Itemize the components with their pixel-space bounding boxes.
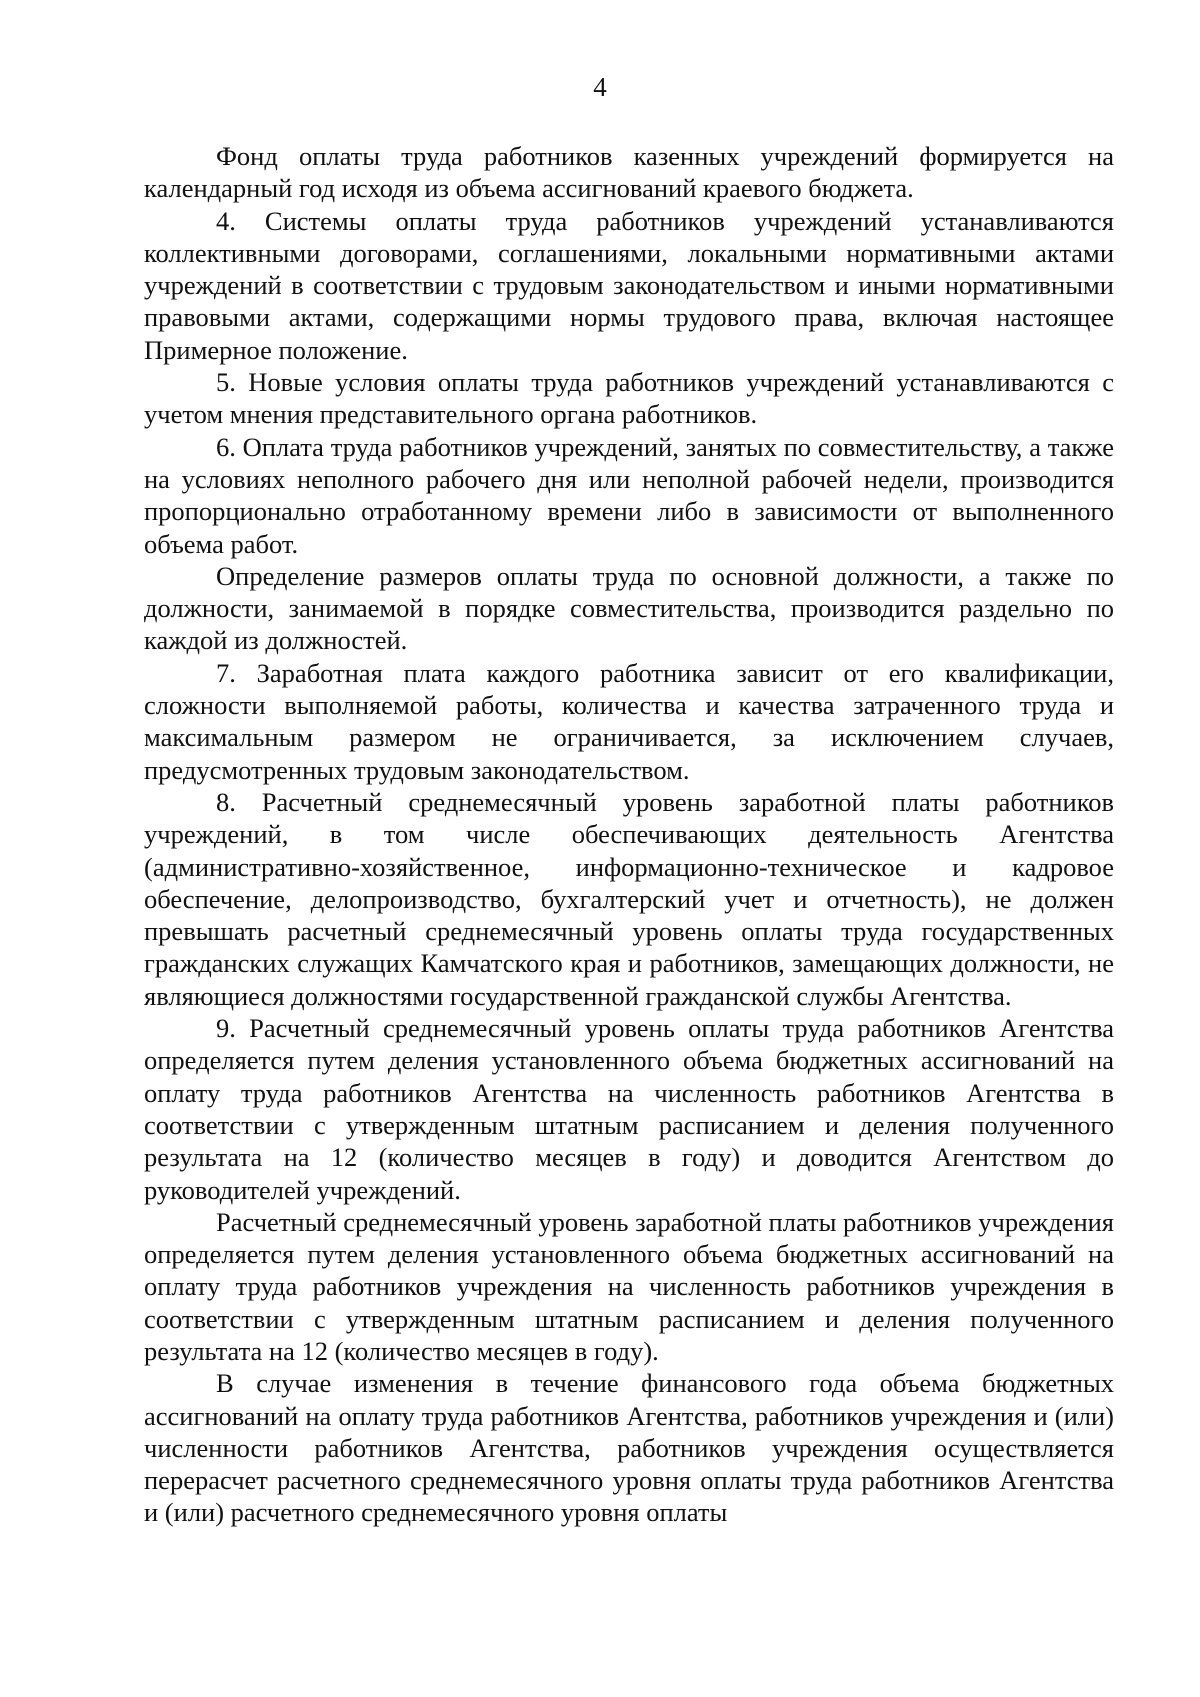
paragraph-9-change: В случае изменения в течение финансового года объема бюджетных ассигнований на оплату труда работников Агентства, работников учреждения и (или) численности работников Агентства, работников учреждения осуществляется перерасчет расчетного среднемесячного уровня оплаты труда работников Агентства и (или) расчетного среднемесячного уровня оплаты — [144, 1368, 1114, 1528]
page-number: 4 — [593, 72, 607, 102]
paragraph-9: 9. Расчетный среднемесячный уровень оплаты труда работников Агентства определяется путем деления установленного объема бюджетных ассигнований на оплату труда работников Агентства на численность работников Агентства в соответствии с утвержденным штатным расписанием и деления полученного результата на 12 (количество месяцев в году) и доводится Агентством до руководителей учреждений. — [144, 1013, 1114, 1205]
paragraph-5: 5. Новые условия оплаты труда работников учреждений устанавливаются с учетом мнения представительного органа работников. — [144, 367, 1114, 430]
paragraph-8: 8. Расчетный среднемесячный уровень заработной платы работников учреждений, в том числе обеспечивающих деятельность Агентства (административно-хозяйственное, информационно-техническое и кадровое обеспечение, делопроизводство, бухгалтерский учет и отчетность), не должен превышать расчетный среднемесячный уровень оплаты труда государственных гражданских служащих Камчатского края и работников, замещающих должности, не являющиеся должностями государственной гражданской службы Агентства. — [144, 786, 1114, 1011]
paragraph-9-continued: Расчетный среднемесячный уровень заработной платы работников учреждения определяется путем деления установленного объема бюджетных ассигнований на оплату труда работников учреждения на численность работников учреждения в соответствии с утвержденным штатным расписанием и деления полученного результата на 12 (количество месяцев в году). — [144, 1206, 1114, 1366]
paragraph-6-continued: Определение размеров оплаты труда по основной должности, а также по должности, занимаемой в порядке совместительства, производится раздельно по каждой из должностей. — [144, 560, 1114, 656]
paragraph-4: 4. Системы оплаты труда работников учреждений устанавливаются коллективными договорами, соглашениями, локальными нормативными актами учреждений в соответствии с трудовым законодательством и иными нормативными правовыми актами, содержащими нормы трудового права, включая настоящее Примерное положение. — [144, 205, 1114, 365]
paragraph-fund: Фонд оплаты труда работников казенных учреждений формируется на календарный год исходя из объема ассигнований краевого бюджета. — [144, 141, 1114, 204]
document-body — [144, 140, 1114, 1529]
paragraph-6: 6. Оплата труда работников учреждений, занятых по совместительству, а также на условиях неполного рабочего дня или неполной рабочей недели, производится пропорционально отработанному времени либо в зависимости от выполненного объема работ. — [144, 431, 1114, 559]
paragraph-7: 7. Заработная плата каждого работника зависит от его квалификации, сложности выполняемой работы, количества и качества затраченного труда и максимальным размером не ограничивается, за исключением случаев, предусмотренных трудовым законодательством. — [144, 657, 1114, 785]
